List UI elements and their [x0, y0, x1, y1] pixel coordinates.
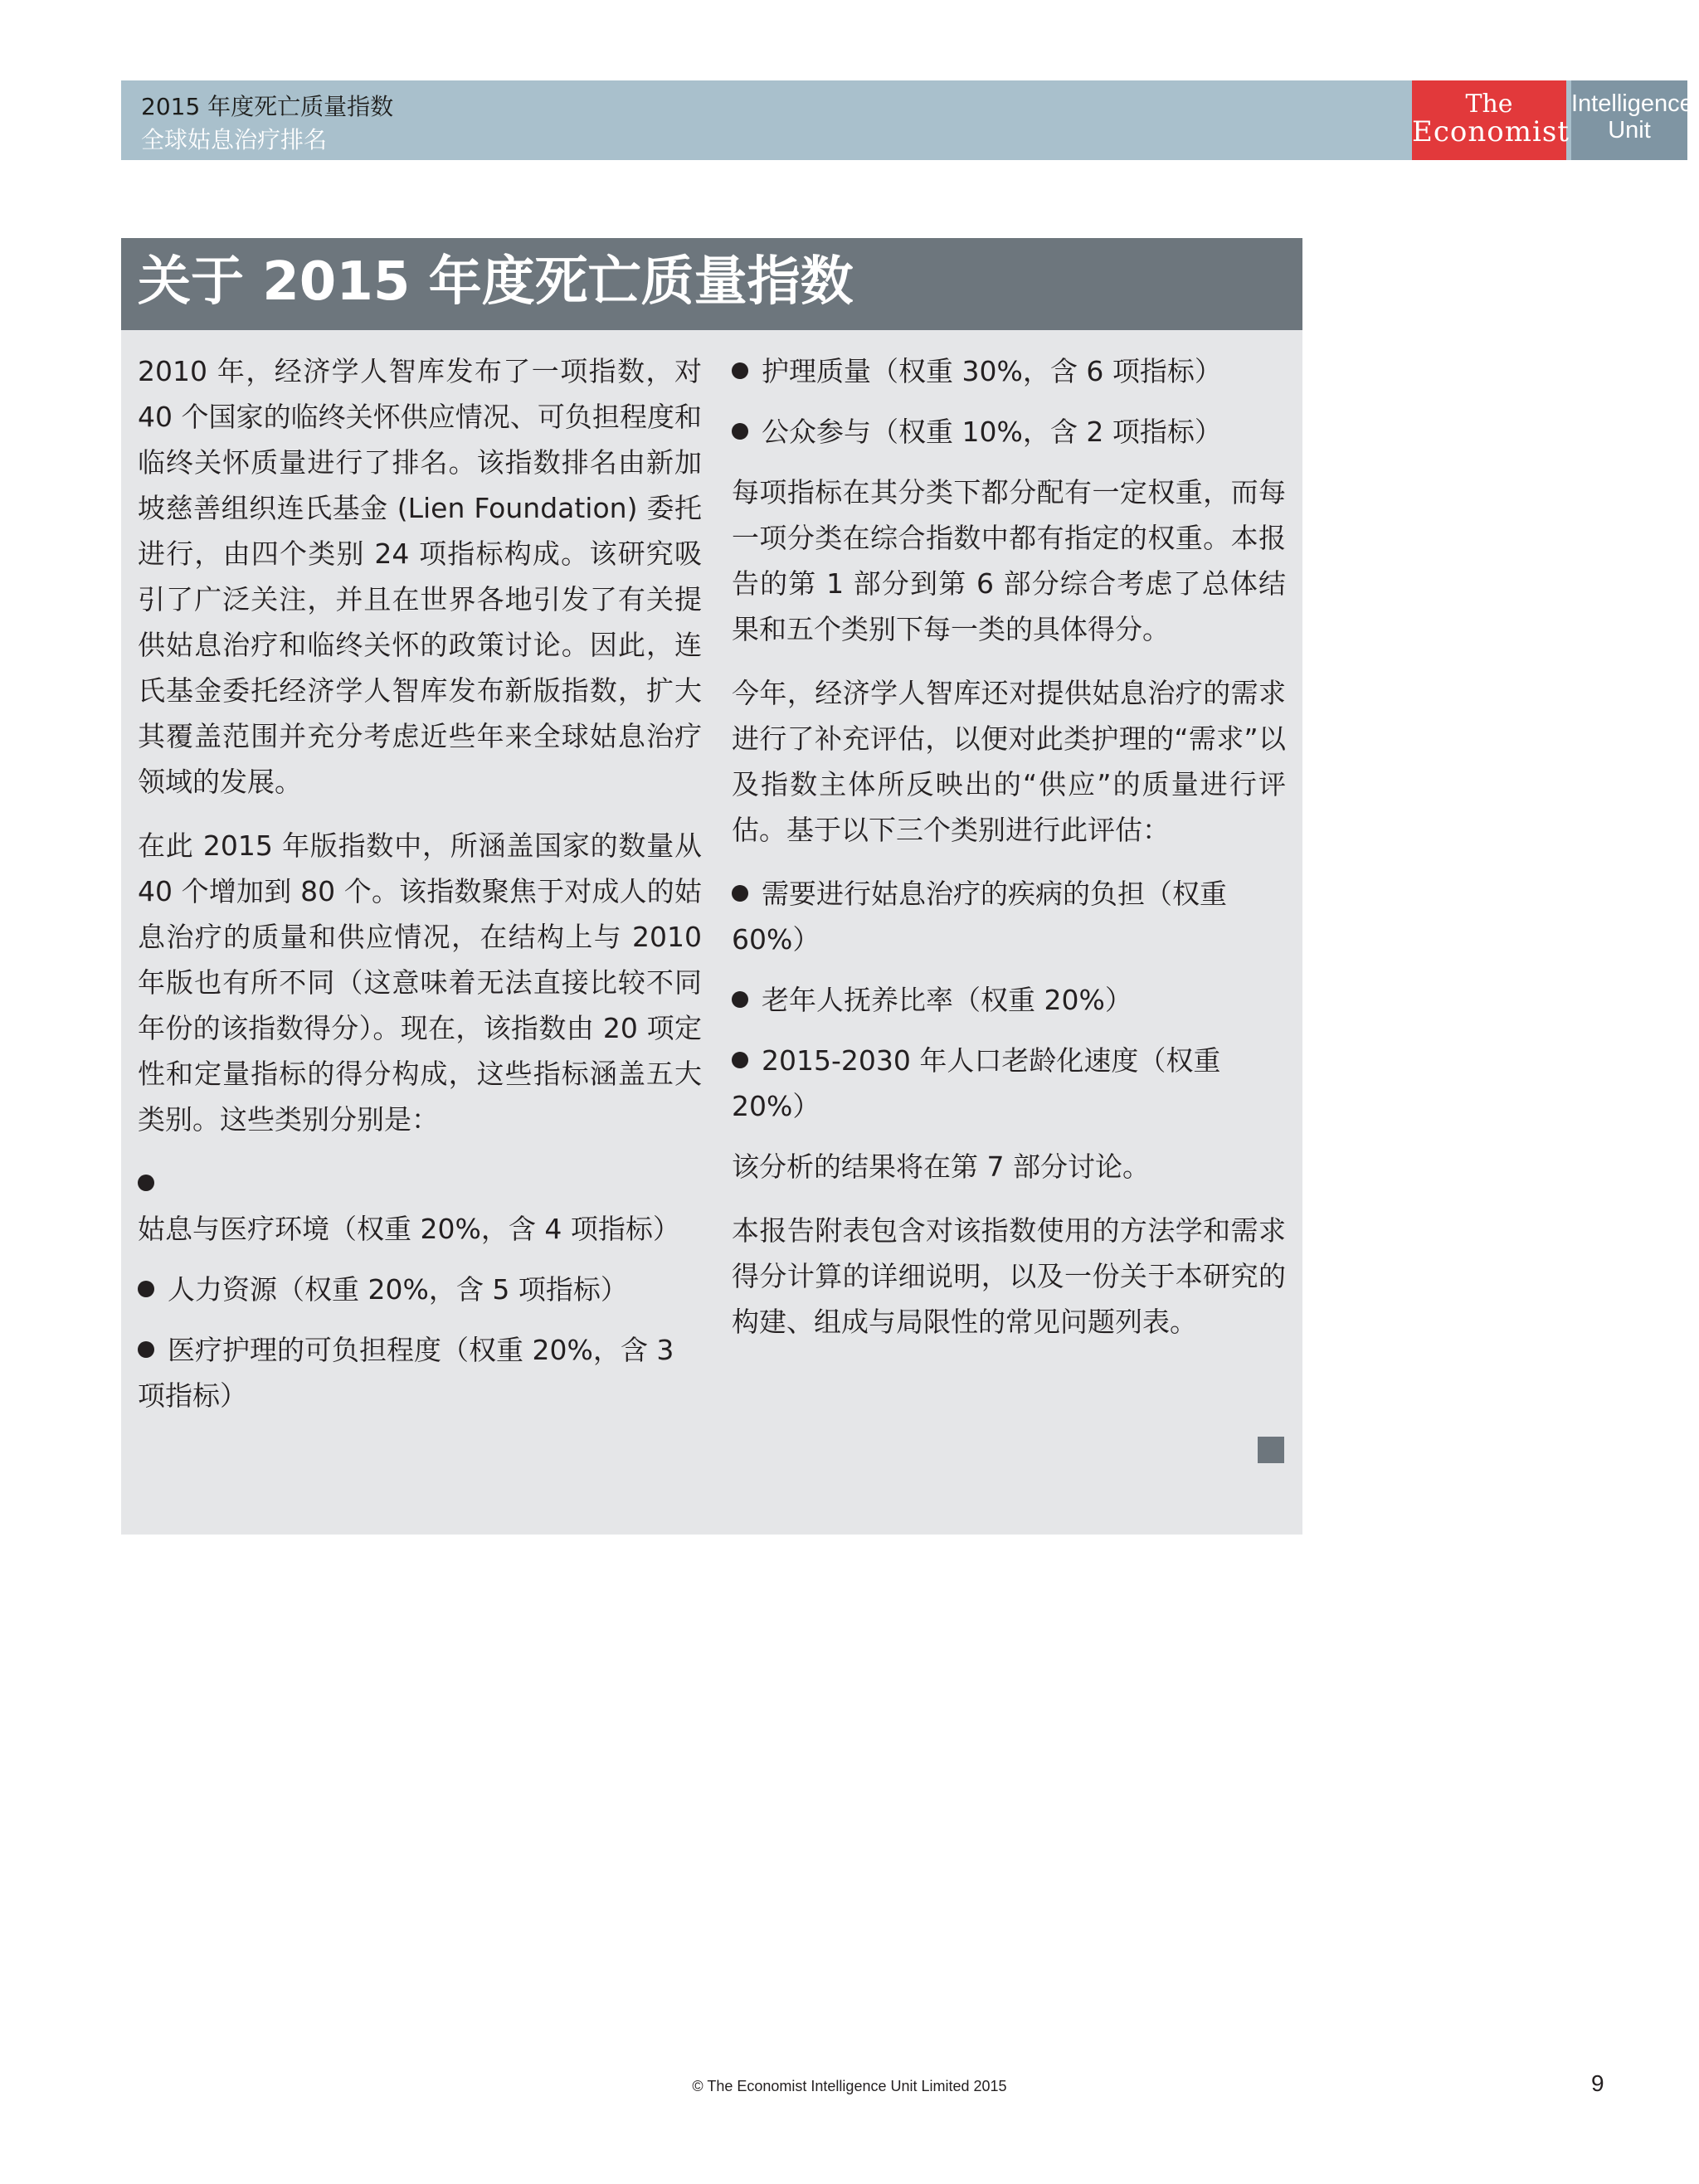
logo-economist-text: Economist: [1412, 115, 1570, 148]
logo-eiu-line2: Unit: [1608, 117, 1651, 143]
category-list-continued: [732, 348, 1286, 455]
bullet-icon: [732, 991, 748, 1008]
logo-the-text: The: [1465, 90, 1513, 119]
about-index-panel: [121, 238, 1302, 1535]
category-list: [138, 1160, 702, 1418]
paragraph: 2010 年，经济学人智库发布了一项指数，对 40 个国家的临终关怀供应情况、可负担程度和临终关怀质量进行了排名。该指数排名由新加坡慈善组织连氏基金 (Lien Foundation) 委托进行，由四个类别 24 项指标构成。该研究吸引了广泛关注，并且在世界各地引发了有关提供姑息治疗和临终关怀的政策讨论。因此，连氏基金委托经济学人智库发布新版指数，扩大其覆盖范围并充分考虑近些年来全球姑息治疗领域的发展。: [138, 355, 702, 798]
economist-logo: [1412, 80, 1570, 160]
panel-title: 关于 2015 年度死亡质量指数: [138, 251, 854, 313]
list-item: [138, 1327, 702, 1418]
paragraph: 今年，经济学人智库还对提供姑息治疗的需求进行了补充评估，以便对此类护理的“需求”以及指数主体所反映出的“供应”的质量进行评估。基于以下三个类别进行此评估：: [732, 677, 1286, 846]
end-of-section-icon: [1258, 1437, 1284, 1463]
list-item: [138, 1160, 702, 1252]
report-title: 2015 年度死亡质量指数: [141, 93, 394, 120]
list-item-text: 2015-2030 年人口老龄化速度（权重 20%）: [732, 1044, 1221, 1122]
list-item: [732, 1038, 1286, 1129]
intelligence-unit-logo: [1571, 80, 1693, 160]
page-number: 9: [1591, 2070, 1604, 2096]
list-item-text: 老年人抚养比率（权重 20%）: [762, 984, 1132, 1016]
report-header: [121, 80, 1693, 160]
paragraph: 本报告附表包含对该指数使用的方法学和需求得分计算的详细说明，以及一份关于本研究的构建、组成与局限性的常见问题列表。: [732, 1214, 1286, 1338]
panel-header-bar: [121, 238, 1302, 330]
list-item-text: 姑息与医疗环境（权重 20%，含 4 项指标）: [138, 1213, 680, 1245]
bullet-icon: [732, 362, 748, 379]
bullet-icon: [732, 1052, 748, 1068]
list-item-text: 人力资源（权重 20%，含 5 项指标）: [168, 1273, 628, 1306]
paragraph: 在此 2015 年版指数中，所涵盖国家的数量从 40 个增加到 80 个。该指数聚焦于对成人的姑息治疗的质量和供应情况，在结构上与 2010 年版也有所不同（这意味着无法直接比较不同年份的该指数得分）。现在，该指数由 20 项定性和定量指标的得分构成，这些指标涵盖五大类别。这些类别分别是：: [138, 829, 702, 1136]
paragraph: 该分析的结果将在第 7 部分讨论。: [732, 1150, 1150, 1183]
right-column: [732, 348, 1286, 1363]
bullet-icon: [138, 1341, 154, 1358]
list-item: [732, 348, 1286, 394]
list-item: [732, 977, 1286, 1023]
list-item-text: 需要进行姑息治疗的疾病的负担（权重 60%）: [732, 878, 1227, 956]
bullet-icon: [138, 1281, 154, 1297]
list-item-text: 护理质量（权重 30%，含 6 项指标）: [762, 355, 1222, 387]
bullet-icon: [732, 423, 748, 440]
paragraph: 每项指标在其分类下都分配有一定权重，而每一项分类在综合指数中都有指定的权重。本报告的第 1 部分到第 6 部分综合考虑了总体结果和五个类别下每一类的具体得分。: [732, 476, 1286, 645]
list-item: [732, 409, 1286, 455]
list-item: [138, 1267, 702, 1312]
list-item-text: 公众参与（权重 10%，含 2 项指标）: [762, 416, 1222, 448]
logo-eiu-line1: Intelligence: [1571, 90, 1693, 117]
left-column: [138, 348, 702, 1433]
demand-category-list: [732, 871, 1286, 1129]
bullet-icon: [138, 1175, 154, 1191]
bullet-icon: [732, 885, 748, 902]
copyright-notice: © The Economist Intelligence Unit Limited 2015: [692, 2078, 1007, 2094]
list-item: [732, 871, 1286, 962]
report-subtitle: 全球姑息治疗排名: [141, 126, 328, 153]
list-item-text: 医疗护理的可负担程度（权重 20%，含 3 项指标）: [138, 1334, 674, 1412]
